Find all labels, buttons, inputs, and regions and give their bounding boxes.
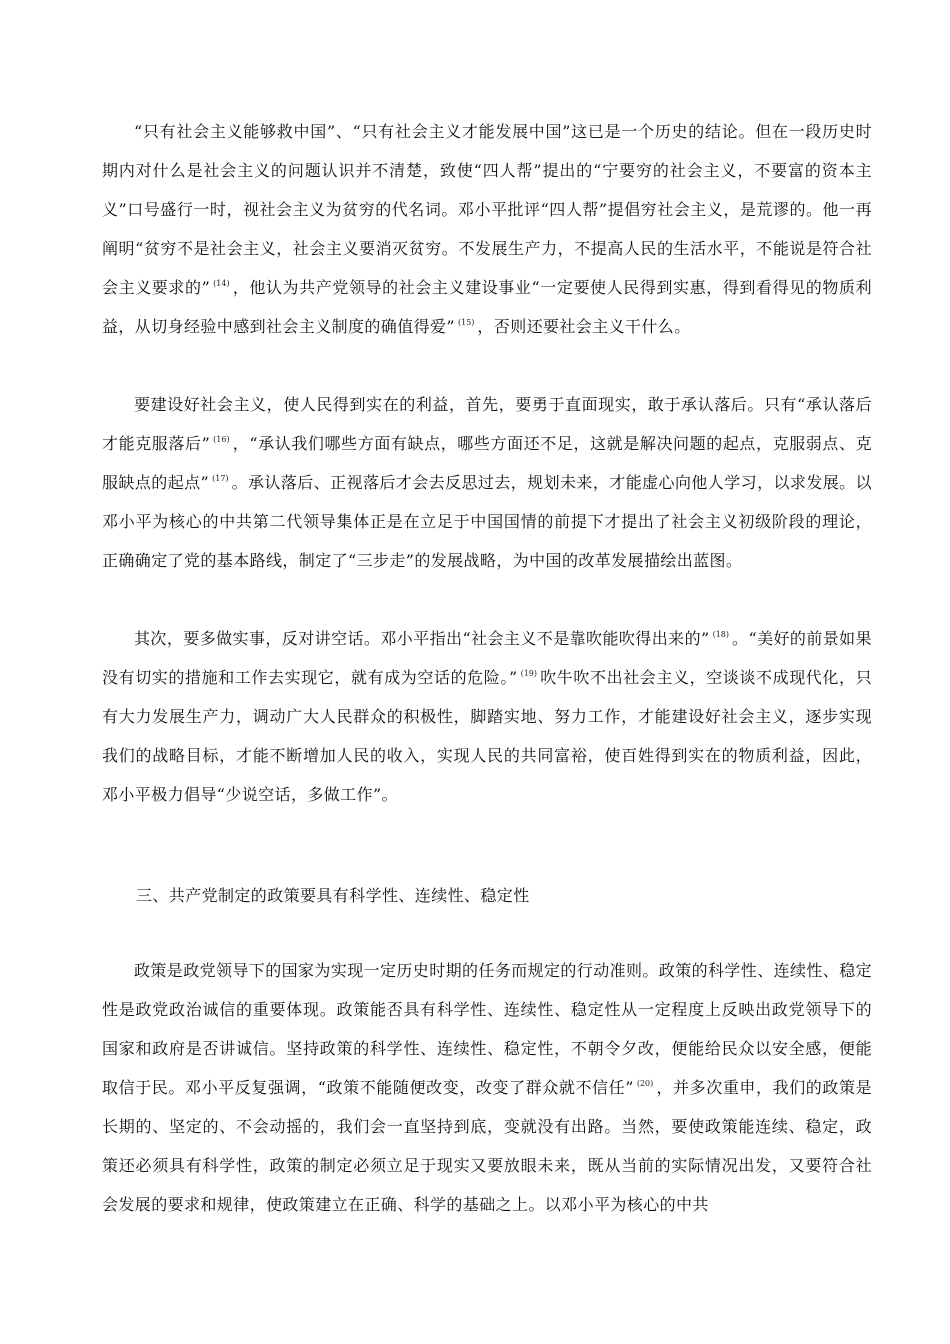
- citation-ref: (17): [212, 474, 229, 483]
- paragraph-text: 。“美好的前景如果没有切实的措施和工作去实现它，就有成为空话的危险。”: [102, 629, 873, 687]
- paragraph-practical-work: [102, 619, 872, 814]
- paragraph-text: 要建设好社会主义，使人民得到实在的利益，首先，要勇于直面现实，敢于承认落后。只有“承认落后才能克服落后”: [102, 395, 872, 453]
- paragraph-admit-backwardness: [102, 385, 872, 580]
- section-heading: 三、共产党制定的政策要具有科学性、连续性、稳定性: [136, 886, 530, 905]
- citation-ref: (20): [636, 1079, 654, 1088]
- citation-ref: (19): [520, 669, 537, 678]
- paragraph-text: ，否则还要社会主义干什么。: [477, 317, 691, 336]
- paragraph-text: 吹牛吹不出社会主义，空谈谈不成现代化，只有大力发展生产力，调动广大人民群众的积极性，脚踏实地、努力工作，才能建设好社会主义，逐步实现我们的战略目标，才能不断增加人民的收入，实现人民的共同富裕，使百姓得到实在的物质利益，因此，邓小平极力倡导“少说空话，多做工作”。: [102, 668, 872, 804]
- paragraph-text: 其次，要多做实事，反对讲空话。邓小平指出“社会主义不是靠吹能吹得出来的”: [134, 629, 710, 648]
- paragraph-text: 政策是政党领导下的国家为实现一定历史时期的任务而规定的行动准则。政策的科学性、连续性、稳定性是政党政治诚信的重要体现。政策能否具有科学性、连续性、稳定性从一定程度上反映出政党领导下的国家和政府是否讲诚信。坚持政策的科学性、连续性、稳定性，不朝令夕改，便能给民众以安全感，便能取信于民。邓小平反复强调，“政策不能随便改变，改变了群众就不信任”: [102, 961, 873, 1097]
- paragraph-text: ，并多次重申，我们的政策是长期的、坚定的、不会动摇的，我们会一直坚持到底，变就没有出路。当然，要使政策能连续、稳定，政策还必须具有科学性，政策的制定必须立足于现实又要放眼未来，既从当前的实际情况出发，又要符合社会发展的要求和规律，使政策建立在正确、科学的基础之上。以邓小平为核心的中共: [102, 1078, 872, 1214]
- citation-ref: (14): [213, 279, 230, 288]
- paragraph-text: ，“承认我们哪些方面有缺点，哪些方面还不足，这就是解决问题的起点，克服弱点、克服缺点的起点”: [102, 434, 872, 492]
- paragraph-text: 。承认落后、正视落后才会去反思过去，规划未来，才能虚心向他人学习，以求发展。以邓小平为核心的中共第二代领导集体正是在立足于中国国情的前提下才提出了社会主义初级阶段的理论，正确确定了党的基本路线，制定了“三步走”的发展战略，为中国的改革发展描绘出蓝图。: [102, 473, 873, 570]
- paragraph-text: “只有社会主义能够救中国”、“只有社会主义才能发展中国”这已是一个历史的结论。但在一段历史时期内对什么是社会主义的问题认识并不清楚，致使“四人帮”提出的“宁要穷的社会主义，不要富的资本主义”口号盛行一时，视社会主义为贫穷的代名词。邓小平批评“四人帮”提倡穷社会主义，是荒谬的。他一再阐明“贫穷不是社会主义，社会主义要消灭贫穷。不发展生产力，不提高人民的生活水平，不能说是符合社会主义要求的”: [102, 122, 872, 297]
- paragraph-policy-stability: [102, 951, 872, 1224]
- citation-ref: (15): [457, 318, 475, 327]
- citation-ref: (16): [213, 435, 230, 444]
- paragraph-text: ，他认为共产党领导的社会主义建设事业“一定要使人民得到实惠，得到看得见的物质利益，从切身经验中感到社会主义制度的确值得爱”: [102, 278, 872, 336]
- citation-ref: (18): [712, 630, 730, 639]
- paragraph-socialism-conclusion: [102, 112, 872, 346]
